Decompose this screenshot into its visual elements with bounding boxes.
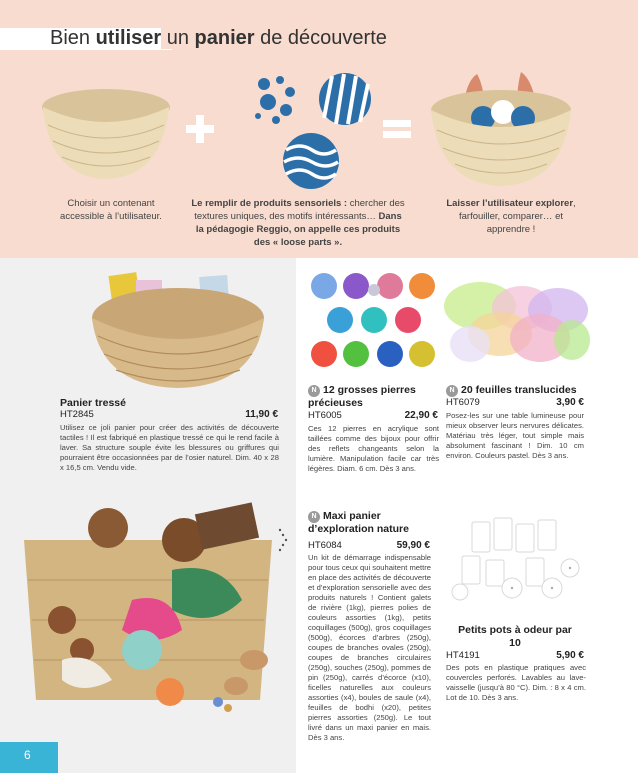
page-title: Bien utiliser un panier de découverte (50, 27, 387, 49)
product-title: N Maxi panier d’exploration nature (308, 510, 409, 535)
step-1-caption: Choisir un contenant accessible à l’utilisateur. (60, 198, 162, 222)
product-code: HT2845 (60, 409, 94, 420)
product-title: Panier tressé (60, 397, 126, 409)
striped-ball-icon (318, 72, 372, 126)
woven-basket-image (88, 262, 268, 390)
step-2-caption: Le remplir de produits sensoriels : chercher des textures uniques, des motifs intéressants… Dans la pédagogie Reggio, on appelle ces produits des « loose parts ». (191, 198, 405, 248)
product-price: 59,90 € (396, 540, 430, 551)
dots-ball-icon (250, 72, 300, 127)
product-description: Des pots en plastique pratiques avec couvercles perforés. Lavables au lave-vaisselle (jusqu’à 80 °C). Dim. : 8 x 4 cm. Lot de 10. Dès 3 ans. (446, 663, 586, 702)
product-code: HT6084 (308, 540, 342, 551)
product-price: 11,90 € (245, 409, 278, 420)
product-description: Utilisez ce joli panier pour créer des activités de découverte tactiles ! Il est fabriqué en plastique tressé ce qui le rend facile à laver. Sa structure souple évite les blessures ou griffures qui pourraient être occasionnées par de l’osier naturel. Dim. 40 x 28 x 16,5 cm. Vendu vide. (60, 423, 279, 472)
product-title: Petits pots à odeur par 10 (458, 624, 572, 649)
product-code: HT6079 (446, 397, 480, 408)
page-number: 6 (0, 742, 58, 773)
scent-pots-image (446, 512, 586, 612)
product-price: 22,90 € (404, 410, 438, 421)
plus-icon (186, 115, 214, 143)
product-title: N 12 grosses pierres précieuses (308, 384, 416, 409)
product-code: HT6005 (308, 410, 342, 421)
product-description: Posez-les sur une table lumineuse pour mieux observer leurs nervures délicates. Matériau très léger, tout simple mais absolument fascinant ! Dim. 10 cm environ. Couleurs pastel. Dès 3 ans. (446, 411, 584, 460)
equals-icon (383, 118, 411, 140)
product-code: HT4191 (446, 650, 480, 661)
nature-basket-image (22, 500, 274, 722)
product-description: Ces 12 pierres en acrylique sont taillées comme des bijoux pour offrir des reflets changeants selon la lumière. Manipulation facile car très légères. Diam. 6 cm. Dès 3 ans. (308, 424, 439, 473)
new-badge: N (308, 511, 320, 523)
empty-basket-illustration (40, 85, 175, 185)
gems-image (308, 270, 440, 380)
new-badge: N (446, 385, 458, 397)
wavy-ball-icon (282, 132, 340, 190)
filled-basket-illustration (425, 62, 575, 190)
product-title: N 20 feuilles translucides (446, 384, 586, 397)
dotted-pointer-icon (277, 527, 291, 553)
translucent-leaves-image (440, 276, 590, 374)
product-price: 5,90 € (556, 650, 584, 661)
product-price: 3,90 € (556, 397, 584, 408)
step-3-caption: Laisser l’utilisateur explorer, farfouiller, comparer… et apprendre ! (446, 198, 576, 235)
new-badge: N (308, 385, 320, 397)
product-description: Un kit de démarrage indispensable pour tous ceux qui souhaitent mettre en place des activités de découverte et d’exploration sensorielle avec des produits naturels ! Contient galets de rivière (1kg), pierres polies de couleurs assorties (1kg), petits coquillages (500g), gros coquillages (500g), écorces d’arbres (250g), coupes de branches ovales (250g), coupes de branches circulaires (250g), souches (250g), pommes de pin (250g), carrés d’écorce (x10), ficelles naturelles aux couleurs assorties (x4), boules de saule (x4), feuilles de bodhi (x20), petites pierres assorties (250g). Le tout livré dans un maxi panier en mais. Dès 3 ans. (308, 553, 431, 742)
